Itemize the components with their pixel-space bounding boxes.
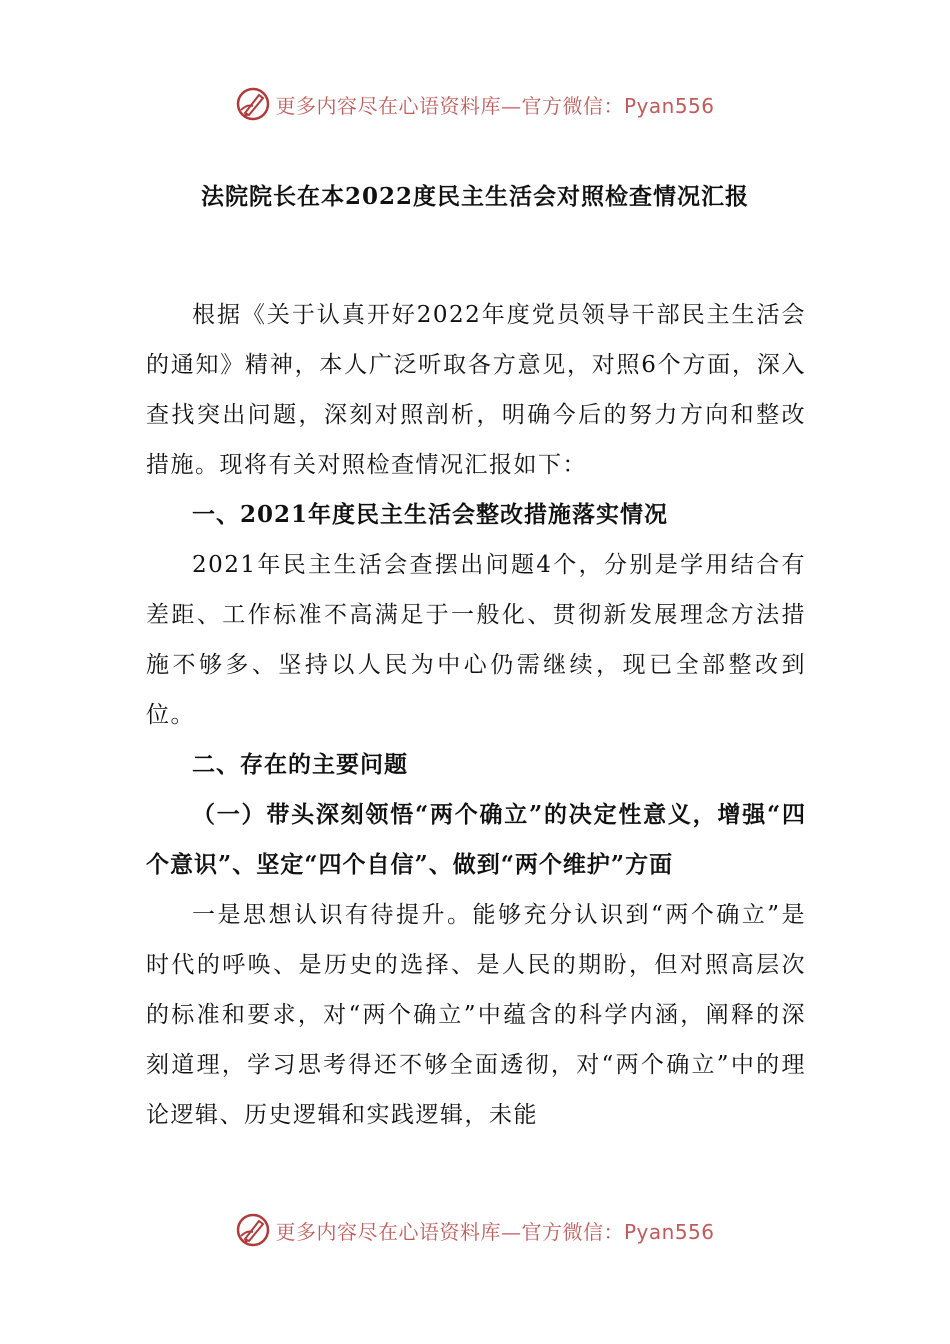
paragraph-subsection-1: 一是思想认识有待提升。能够充分认识到“两个确立”是时代的呼唤、是历史的选择、是人民的期盼，但对照高层次的标准和要求，对“两个确立”中蕴含的科学内涵，阐释的深刻道理，学习思考得还不够全面透彻，对“两个确立”中的理论逻辑、历史逻辑和实践逻辑，未能 <box>146 902 806 1128</box>
footer-watermark <box>0 1208 950 1252</box>
document-title: 法院院长在本2022度民主生活会对照检查情况汇报 <box>200 183 749 210</box>
heading-section-1: 一、2021年度民主生活会整改措施落实情况 <box>192 501 669 528</box>
watermark-label: 更多内容尽在心语资料库—官方微信： <box>275 93 624 118</box>
heading-section-2: 二、存在的主要问题 <box>192 751 408 778</box>
watermark-handle: Pyan556 <box>623 1219 715 1244</box>
document-body <box>146 290 806 1140</box>
watermark-text <box>275 90 714 119</box>
header-watermark <box>0 82 950 126</box>
pen-logo-icon <box>235 86 271 122</box>
paragraph-intro: 根据《关于认真开好2022年度党员领导干部民主生活会的通知》精神，本人广泛听取各方意见，对照6个方面，深入查找突出问题，深刻对照剖析，明确今后的努力方向和整改措施。现将有关对照检查情况汇报如下： <box>146 302 806 478</box>
paragraph-section-1: 2021年民主生活会查摆出问题4个，分别是学用结合有差距、工作标准不高满足于一般化、贯彻新发展理念方法措施不够多、坚持以人民为中心仍需继续，现已全部整改到位。 <box>146 552 806 728</box>
watermark-handle: Pyan556 <box>623 93 715 118</box>
watermark-label: 更多内容尽在心语资料库—官方微信： <box>275 1219 624 1244</box>
pen-logo-icon <box>235 1212 271 1248</box>
heading-subsection-1: （一）带头深刻领悟“两个确立”的决定性意义，增强“四个意识”、坚定“四个自信”、做到“两个维护”方面 <box>146 801 806 878</box>
watermark-text <box>275 1216 714 1245</box>
